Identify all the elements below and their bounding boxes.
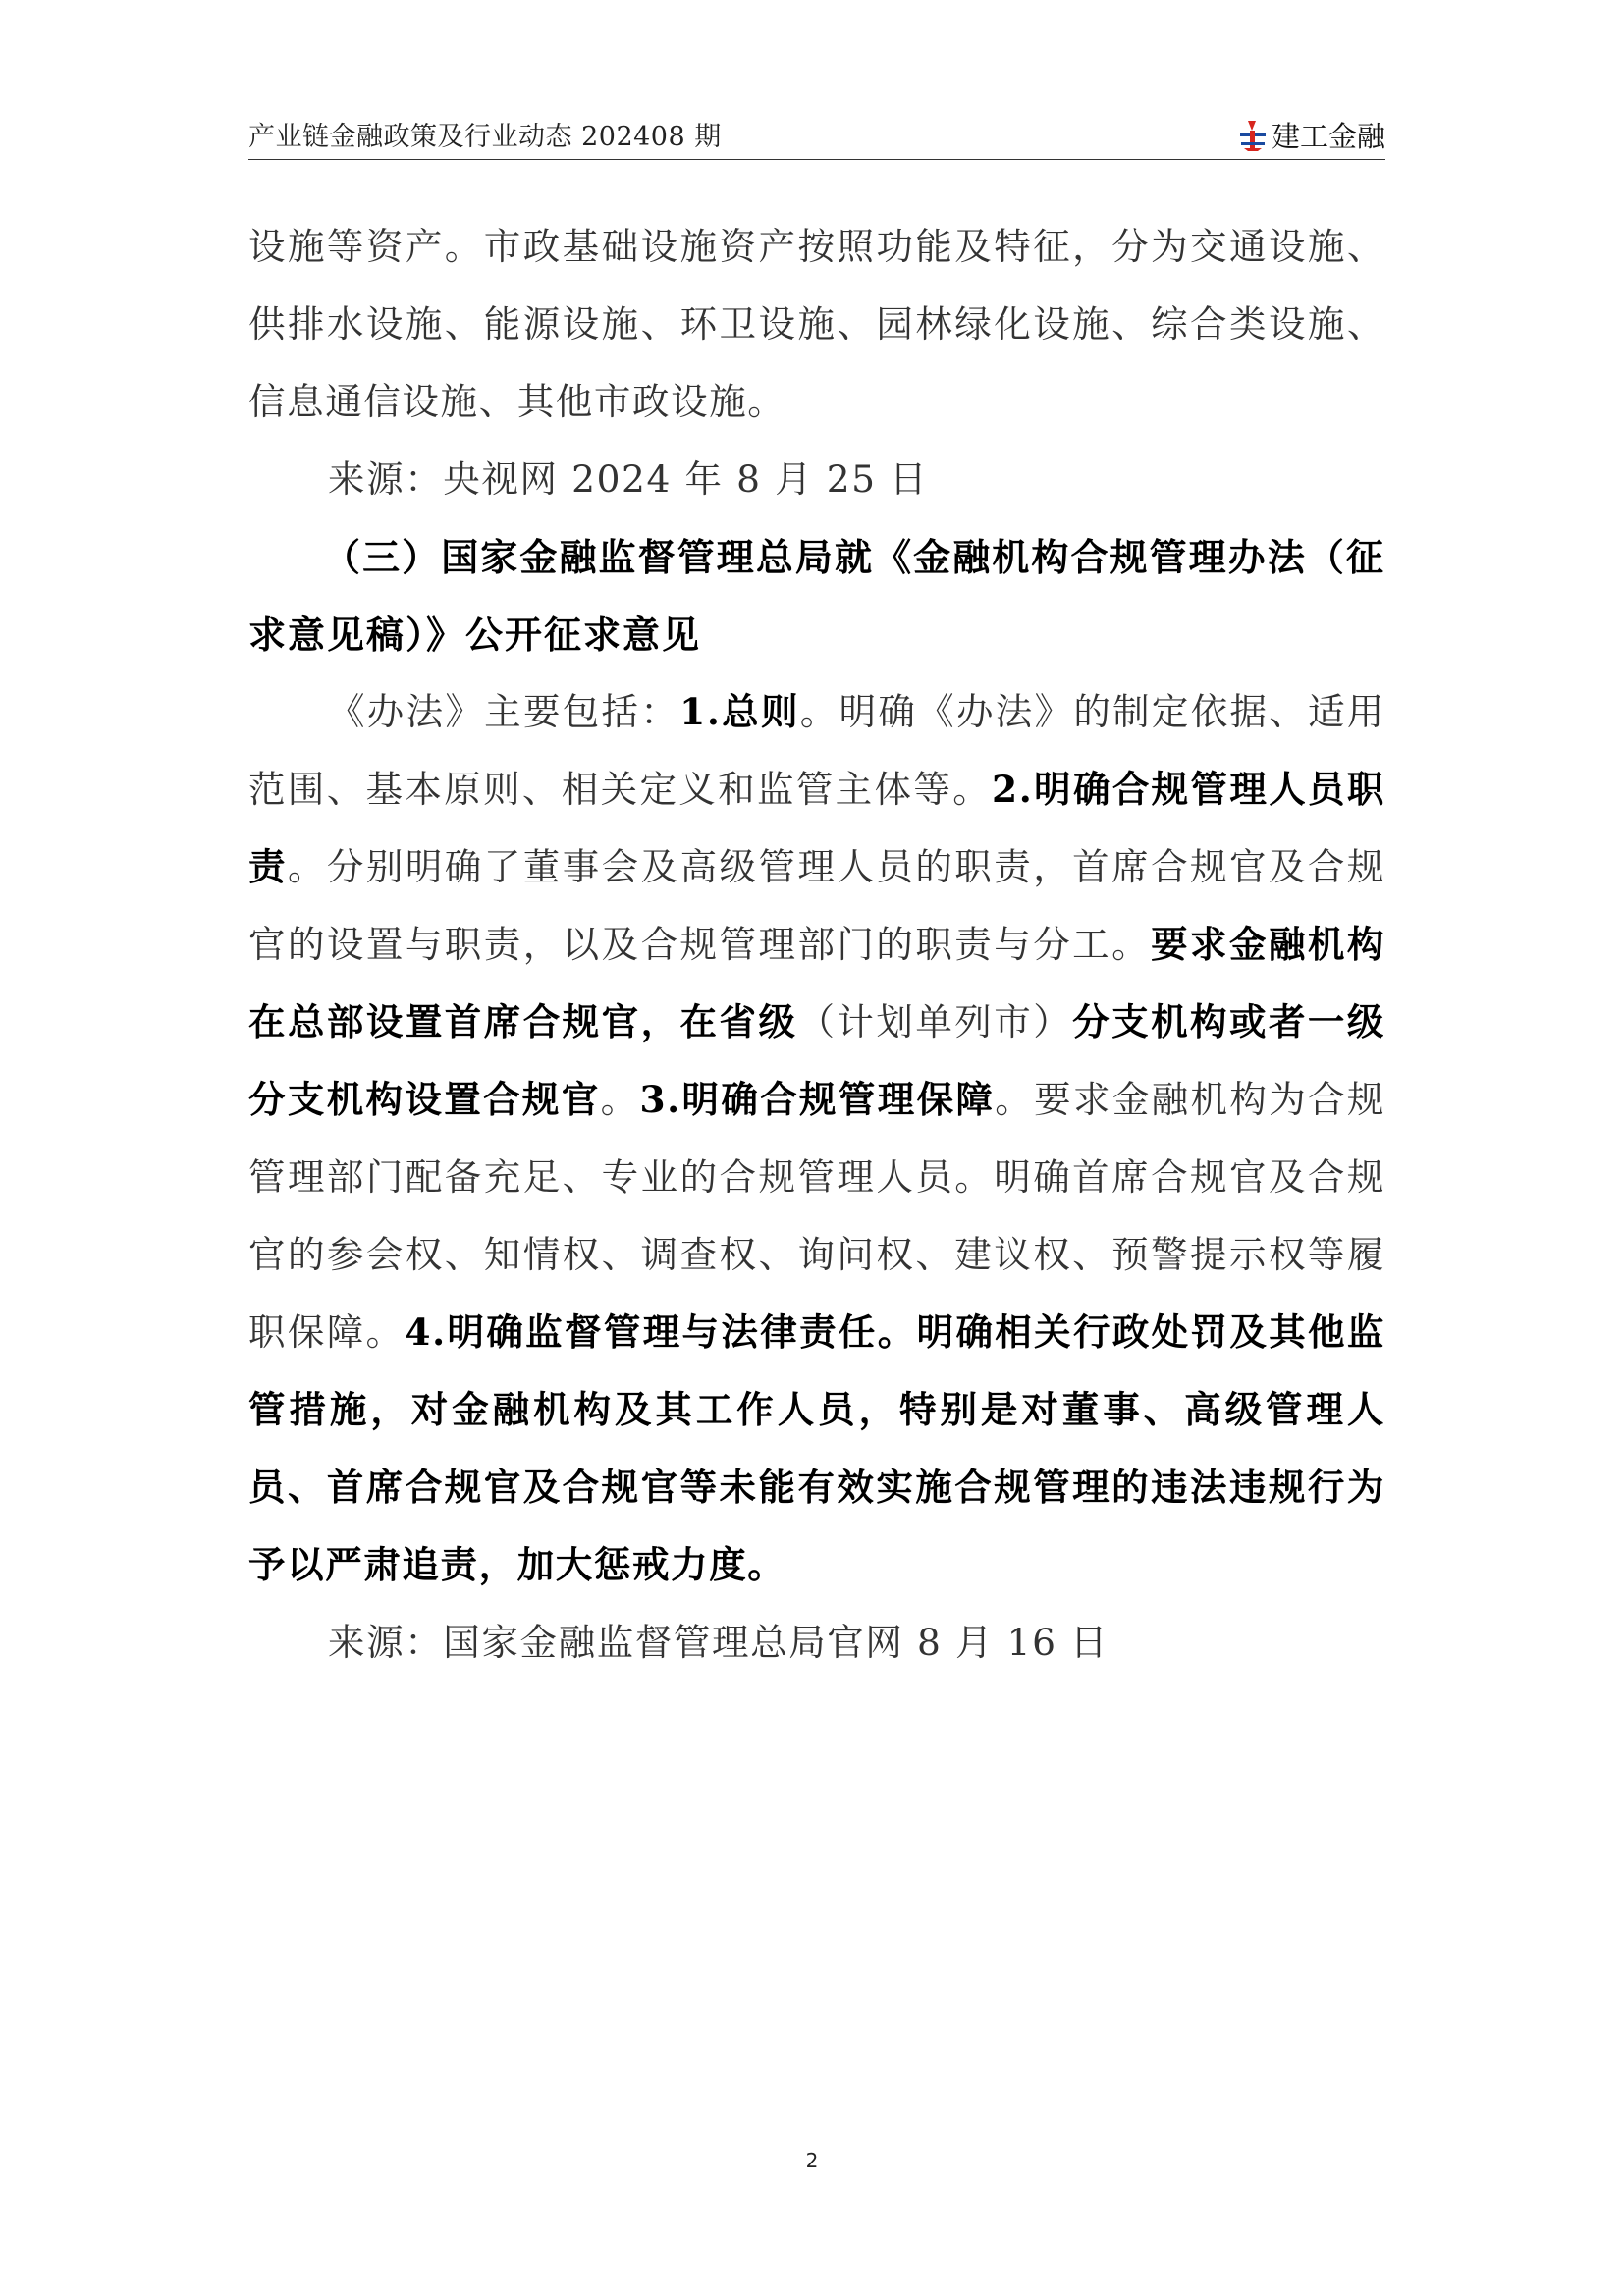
point-2-text: 。分别明确了董事会及高级管理人员的职责，首席合规官及合规官的设置与职责，以及合规管理部门的职责与分工。 <box>248 845 1385 966</box>
point-3-title: 3.明确合规管理保障 <box>639 1078 996 1121</box>
section-heading: （三）国家金融监督管理总局就《金融机构合规管理办法（征求意见稿）》公开征求意见 <box>248 535 1385 657</box>
page-content <box>248 208 1385 1682</box>
section-body <box>248 673 1385 1604</box>
point-2-aside: （计划单列市） <box>797 1000 1073 1043</box>
page-number: 2 <box>805 2149 819 2172</box>
point-3-text: 。要求金融机构为合规管理部门配备充足、专业的合规管理人员。明确首席合规官及合规官的参会权、知情权、调查权、询问权、建议权、预警提示权等履职保障。 <box>248 1078 1385 1354</box>
point-4-text: 4.明确监督管理与法律责任。明确相关行政处罚及其他监管措施，对金融机构及其工作人员，特别是对董事、高级管理人员、首席合规官及合规官等未能有效实施合规管理的违法违规行为予以严肃追责，加大惩戒力度。 <box>248 1310 1386 1586</box>
jiangong-logo-icon <box>1238 119 1268 152</box>
section-source: 来源：国家金融监督管理总局官网 8 月 16 日 <box>328 1621 1110 1664</box>
brand-name: 建工金融 <box>1271 120 1385 153</box>
page-header <box>248 114 1385 160</box>
point-1-title: 1.总则 <box>679 690 800 733</box>
point-2-title: 2.明确合规管理人员职责 <box>248 768 1385 888</box>
header-title: 产业链金融政策及行业动态 202408 期 <box>248 122 722 152</box>
brand <box>1238 115 1385 155</box>
point-2-emphasis-cont: 分支机构或者一级分支机构设置合规官 <box>248 1000 1385 1121</box>
prev-section-source: 来源：央视网 2024 年 8 月 25 日 <box>328 457 929 501</box>
point-1-text: 。明确《办法》的制定依据、适用范围、基本原则、相关定义和监管主体等。 <box>248 690 1385 811</box>
body-intro: 《办法》主要包括： <box>328 690 680 733</box>
point-2-end: 。 <box>600 1078 640 1121</box>
prev-section-text: 设施等资产。市政基础设施资产按照功能及特征，分为交通设施、供排水设施、能源设施、环卫设施、园林绿化设施、综合类设施、信息通信设施、其他市政设施。 <box>248 225 1385 423</box>
point-2-emphasis: 要求金融机构在总部设置首席合规官，在省级 <box>248 923 1385 1043</box>
